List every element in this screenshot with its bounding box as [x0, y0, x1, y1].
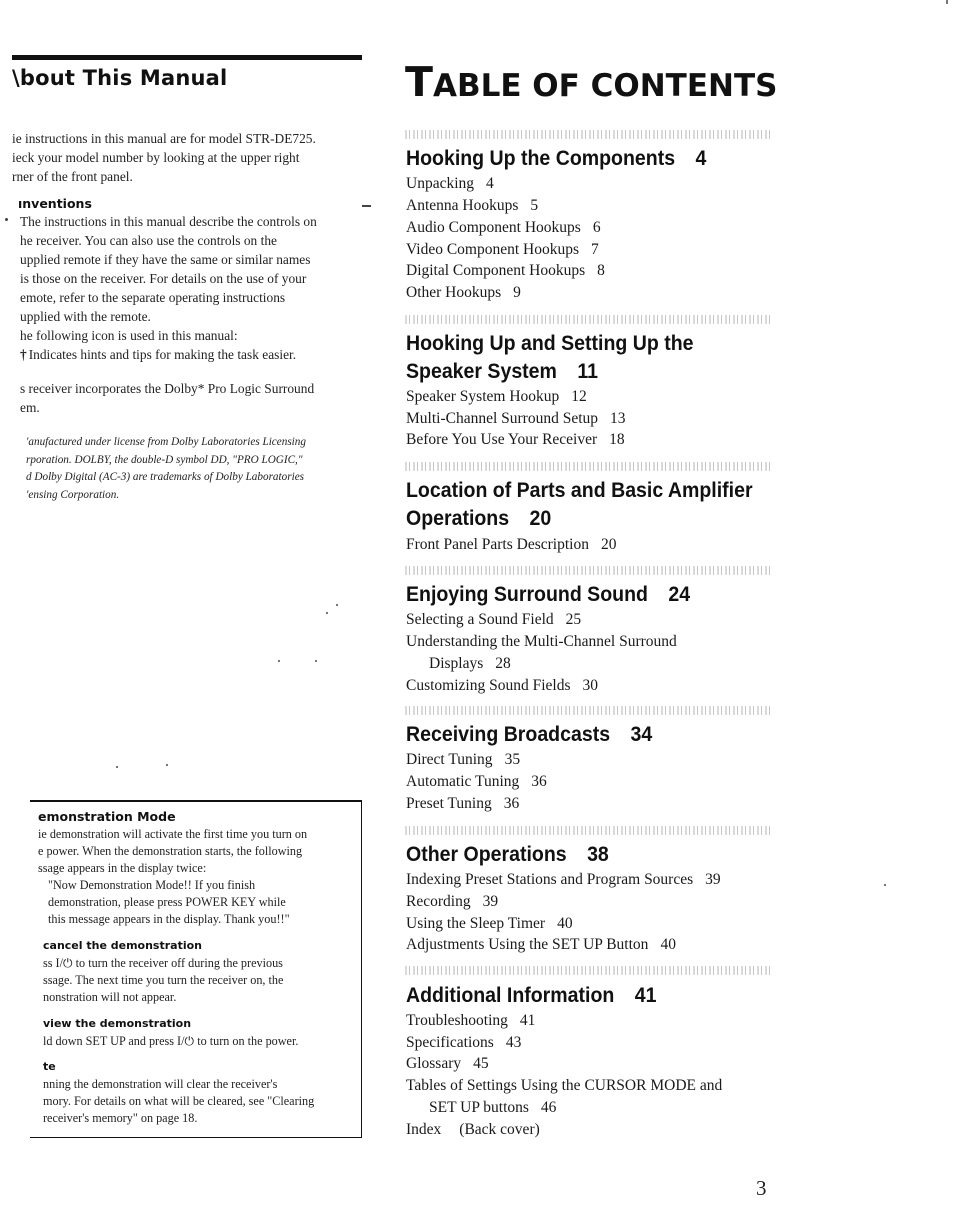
- tip-icon: †: [20, 347, 27, 362]
- license-line: d Dolby Digital (AC-3) are trademarks of Dolby Laboratories: [26, 471, 305, 483]
- conventions-line: he following icon is used in this manual:: [20, 328, 238, 343]
- demo-intro: [38, 826, 307, 928]
- toc-title-rest: ABLE OF CONTENTS: [432, 68, 778, 104]
- cancel-line: nonstration will not appear.: [43, 990, 177, 1004]
- toc-entry: Automatic Tuning 36: [406, 773, 547, 790]
- view-text: [43, 1033, 298, 1050]
- license-text: [26, 434, 306, 504]
- toc-entry: Speaker System Hookup 12: [406, 388, 587, 405]
- toc-section-heading: Hooking Up and Setting Up the Speaker System 11: [406, 332, 694, 383]
- note-line: receiver's memory" on page 18.: [43, 1111, 198, 1125]
- toc-entry: Antenna Hookups 5: [406, 197, 539, 214]
- demo-line: this message appears in the display. Thank you!!": [48, 912, 290, 926]
- toc-section-heading: Additional Information 41: [406, 984, 657, 1007]
- note-line: nning the demonstration will clear the receiver's: [43, 1077, 278, 1091]
- toc-entry: Digital Component Hookups 8: [406, 262, 605, 279]
- toc-section-heading: Hooking Up the Components 4: [406, 147, 707, 170]
- section-page: 11: [577, 360, 599, 383]
- toc-entry: Multi-Channel Surround Setup 13: [406, 410, 626, 427]
- note-text: [43, 1076, 314, 1127]
- cancel-heading: cancel the demonstration: [43, 939, 202, 952]
- conventions-heading: ınventions: [18, 196, 92, 211]
- speck: [946, 0, 948, 4]
- toc-entry: Unpacking 4: [406, 175, 494, 192]
- toc-entry: Recording 39: [406, 893, 499, 910]
- demo-line: e power. When the demonstration starts, the following: [38, 844, 303, 858]
- conventions-line: upplied remote if they have the same or similar names: [20, 252, 311, 267]
- toc-entry: Glossary 45: [406, 1055, 489, 1072]
- toc-entry: Video Component Hookups 7: [406, 241, 599, 258]
- dolby-line: em.: [20, 400, 40, 415]
- section-page: 24: [668, 583, 691, 606]
- toc-entry: Troubleshooting 41: [406, 1012, 536, 1029]
- toc-entry: Before You Use Your Receiver 18: [406, 431, 625, 448]
- toc-entry: Direct Tuning 35: [406, 751, 521, 768]
- intro-text: [12, 129, 316, 186]
- speck: [336, 604, 338, 606]
- tip-text: Indicates hints and tips for making the task easier.: [28, 347, 297, 362]
- cancel-line: ss I/⏻ to turn the receiver off during the previous: [43, 956, 283, 970]
- conventions-line: is those on the receiver. For details on the use of your: [20, 271, 307, 286]
- section-separator: [405, 462, 770, 471]
- conventions-line: emote, refer to the separate operating instructions: [20, 290, 286, 305]
- toc-section-heading: Location of Parts and Basic Amplifier Operations 20: [406, 479, 753, 530]
- license-line: 'ensing Corporation.: [26, 488, 120, 501]
- conventions-line: The instructions in this manual describe the controls on: [20, 214, 317, 229]
- section-separator: [405, 826, 770, 835]
- about-manual-heading: \bout This Manual: [12, 66, 228, 90]
- dolby-text: [20, 379, 314, 417]
- speck: [326, 612, 328, 614]
- speck: [166, 764, 168, 766]
- toc-title-initial: T: [405, 58, 433, 106]
- note-heading: te: [43, 1060, 56, 1073]
- margin-mark: [362, 205, 371, 207]
- note-line: mory. For details on what will be cleared, see "Clearing: [43, 1094, 315, 1108]
- toc-section-heading: Receiving Broadcasts 34: [406, 723, 653, 746]
- conventions-line: upplied with the remote.: [20, 309, 151, 324]
- toc-section-heading: Other Operations 38: [406, 843, 609, 866]
- section-separator: [405, 130, 770, 139]
- section-separator: [405, 315, 770, 324]
- bullet-mark: [5, 218, 8, 221]
- toc-entry: Tables of Settings Using the CURSOR MODE and: [406, 1077, 723, 1094]
- speck: [884, 884, 886, 886]
- section-page: 38: [587, 843, 609, 866]
- page-number: 3: [756, 1176, 767, 1200]
- toc-entry: Front Panel Parts Description 20: [406, 536, 617, 553]
- tip-line: [20, 345, 317, 364]
- conventions-line: he receiver. You can also use the controls on the: [20, 233, 277, 248]
- toc-entry: Using the Sleep Timer 40: [406, 915, 573, 932]
- section-page: 34: [630, 723, 653, 746]
- toc-entry: Indexing Preset Stations and Program Sources 39: [406, 871, 721, 888]
- speck: [116, 766, 118, 768]
- demo-line: demonstration, please press POWER KEY while: [48, 895, 286, 909]
- toc-section-heading: Enjoying Surround Sound 24: [406, 583, 691, 606]
- section-page: 20: [529, 507, 552, 530]
- license-line: 'anufactured under license from Dolby Laboratories Licensing: [26, 436, 306, 448]
- toc-entry: Index (Back cover): [406, 1121, 540, 1138]
- cancel-text: [43, 955, 283, 1006]
- toc-entry: Adjustments Using the SET UP Button 40: [406, 936, 676, 953]
- view-line: ld down SET UP and press I/⏻ to turn on the power.: [43, 1034, 299, 1048]
- toc-entry: Understanding the Multi-Channel Surround: [406, 633, 677, 650]
- demo-line: ie demonstration will activate the first time you turn on: [38, 827, 308, 841]
- intro-line: rner of the front panel.: [12, 169, 133, 184]
- toc-entry: Preset Tuning 36: [406, 795, 520, 812]
- conventions-text: [20, 212, 317, 364]
- top-rule: [12, 55, 362, 60]
- toc-entry: Customizing Sound Fields 30: [406, 677, 598, 694]
- speck: [278, 660, 280, 662]
- license-line: rporation. DOLBY, the double-D symbol DD, "PRO LOGIC,": [26, 453, 303, 466]
- section-page: 41: [634, 984, 657, 1007]
- toc-entry: Audio Component Hookups 6: [406, 219, 601, 236]
- demo-line: ssage appears in the display twice:: [38, 861, 207, 875]
- section-separator: [405, 566, 770, 575]
- toc-entry: Displays 28: [429, 655, 511, 672]
- toc-entry: Selecting a Sound Field 25: [406, 611, 582, 628]
- section-page: 4: [695, 147, 707, 170]
- section-separator: [405, 966, 770, 975]
- demo-title: emonstration Mode: [38, 809, 176, 824]
- dolby-line: s receiver incorporates the Dolby* Pro Logic Surround: [20, 381, 315, 396]
- cancel-line: ssage. The next time you turn the receiver on, the: [43, 973, 284, 987]
- speck: [315, 660, 317, 662]
- toc-entry: Specifications 43: [406, 1034, 522, 1051]
- demo-line: "Now Demonstration Mode!! If you finish: [48, 878, 256, 892]
- toc-entry: SET UP buttons 46: [429, 1099, 557, 1116]
- toc-entry: Other Hookups 9: [406, 284, 521, 301]
- view-heading: view the demonstration: [43, 1017, 192, 1030]
- section-separator: [405, 706, 770, 715]
- intro-line: ie instructions in this manual are for model STR-DE725.: [12, 131, 316, 146]
- toc-title: [405, 58, 777, 106]
- intro-line: ieck your model number by looking at the upper right: [12, 150, 300, 165]
